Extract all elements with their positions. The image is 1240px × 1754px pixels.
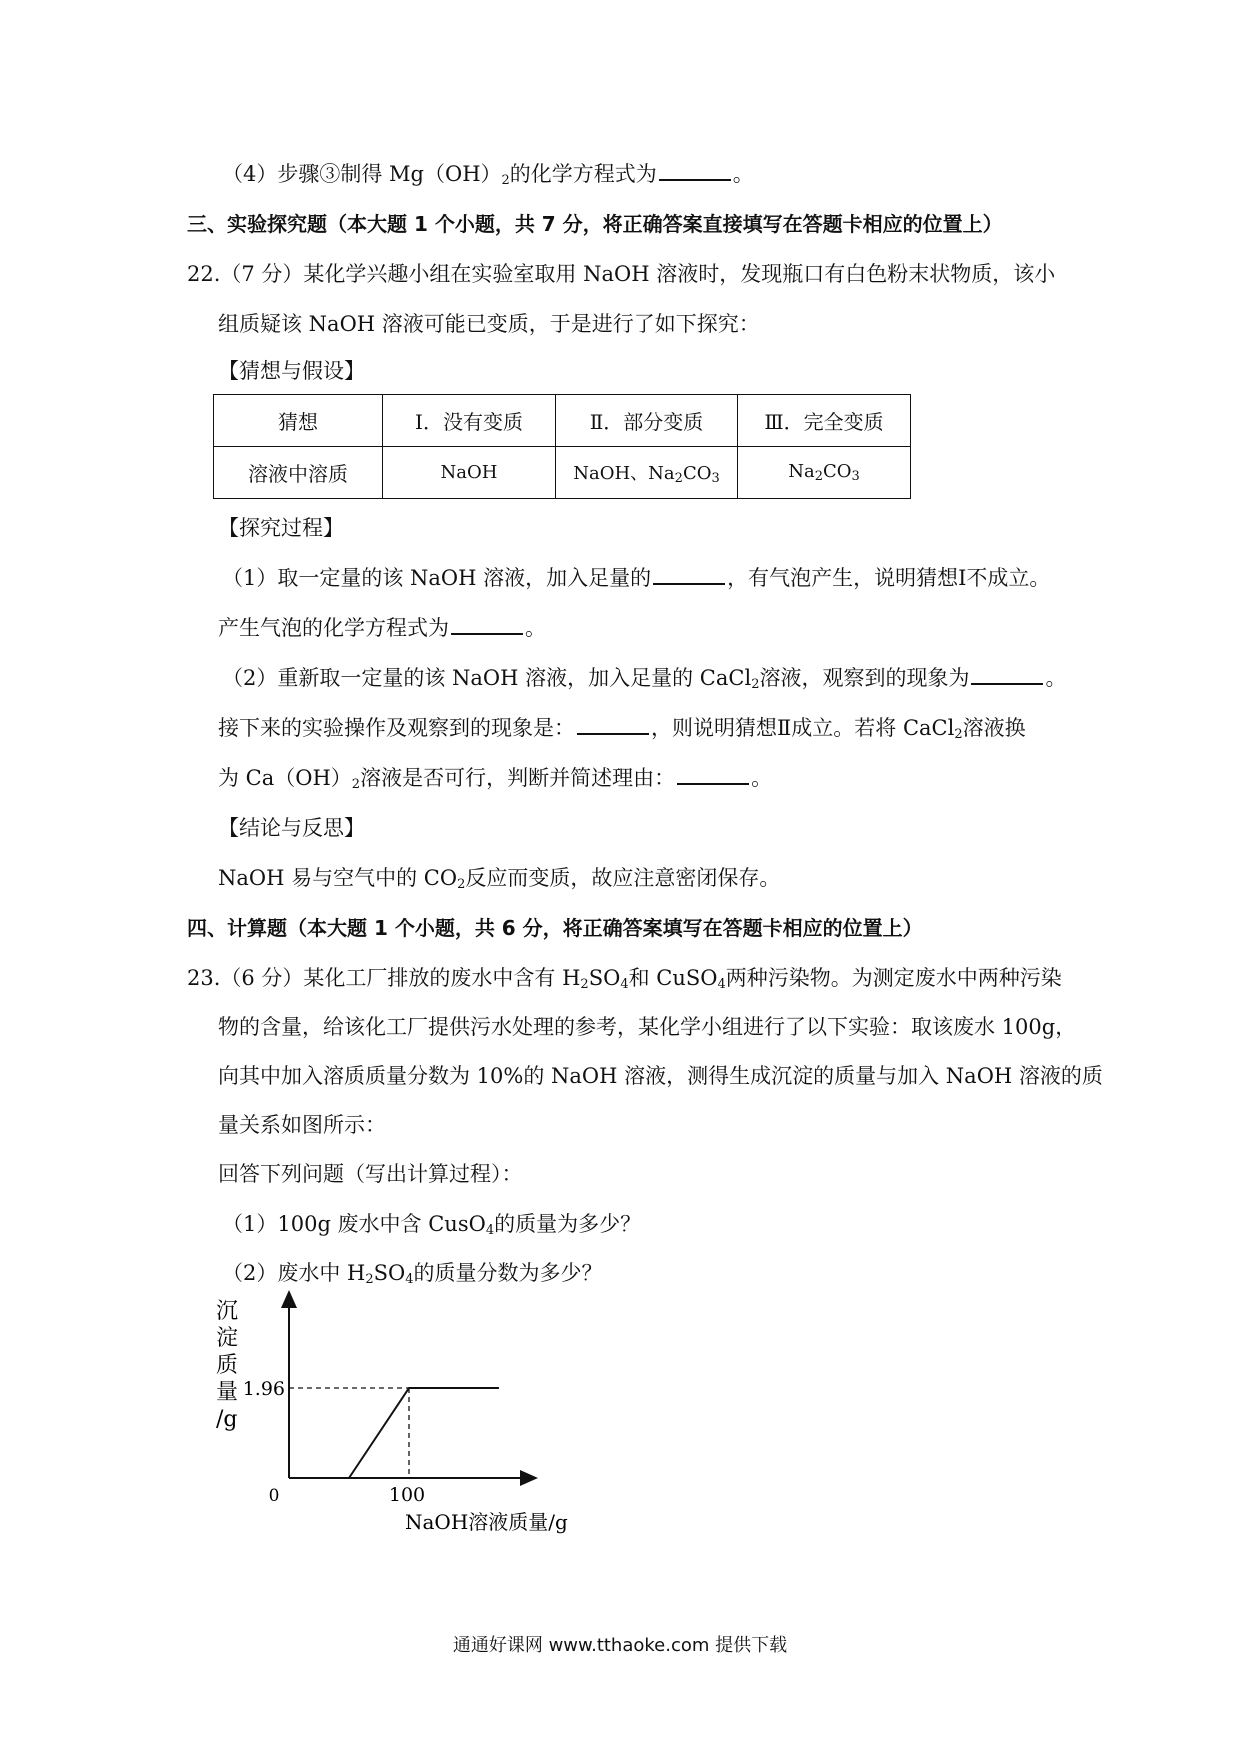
x-axis-label: NaOH溶液质量/g (405, 1510, 568, 1534)
subscript-4: 4 (620, 977, 629, 992)
hypothesis-heading: 【猜想与假设】 (218, 359, 365, 383)
origin-label: 0 (268, 1486, 280, 1506)
table-row (214, 395, 911, 447)
y-axis-label (216, 1299, 238, 1432)
q23-line1: 23.（6 分）某化工厂排放的废水中含有 $H_2SO_4$和 CuSO$_4$两种污染物。为测定废水中两种污染 (187, 966, 1062, 992)
y-axis-label-char: 淀 (216, 1326, 239, 1351)
answer-blank[interactable] (653, 565, 725, 585)
table-cell: Ⅱ．部分变质 (556, 395, 738, 447)
series-line (349, 1388, 499, 1478)
answer-blank[interactable] (659, 161, 731, 181)
q21-part4: （4）步骤③制得 $Mg(OH)_2$的化学方程式为 。 (222, 162, 754, 188)
q22-step1-equation: 产生气泡的化学方程式为 。 (218, 616, 546, 640)
answer-blank[interactable] (577, 715, 649, 735)
y-tick-label: 1.96 (242, 1378, 285, 1400)
table-cell: NaOH、$Na_2CO_3$ (556, 447, 738, 499)
table-cell: Ⅲ．完全变质 (738, 395, 911, 447)
q22-intro-line2: 组质疑该 NaOH 溶液可能已变质，于是进行了如下探究： (218, 312, 760, 336)
answer-blank[interactable] (451, 615, 523, 635)
conclusion-heading: 【结论与反思】 (218, 816, 365, 840)
table-cell: $Na_2CO_3$ (738, 447, 911, 499)
table-cell: 猜想 (214, 395, 383, 447)
q22-intro-line1: 22.（7 分）某化学兴趣小组在实验室取用 NaOH 溶液时，发现瓶口有白色粉末状物质，该小 (187, 262, 1056, 286)
section3-heading: 三、实验探究题（本大题 1 个小题，共 7 分，将正确答案直接填写在答题卡相应的位置上） (187, 212, 1003, 236)
q23-line3: 向其中加入溶质质量分数为 10%的 NaOH 溶液，测得生成沉淀的质量与加入 NaOH 溶液的质 (218, 1064, 1103, 1088)
y-axis-label-char: 量 (216, 1380, 239, 1405)
q22-step2-line2: 接下来的实验操作及观察到的现象是： ，则说明猜想Ⅱ成立。若将 CaCl$_2$溶液换 (218, 716, 1026, 742)
conclusion-text: NaOH 易与空气中的 $CO_2$反应而变质，故应注意密闭保存。 (218, 866, 781, 892)
q23-question1: （1）100g 废水中含 CusO$_4$的质量为多少？ (222, 1212, 642, 1238)
q23-question2: （2）废水中 $H_2SO_4$的质量分数为多少？ (222, 1261, 603, 1287)
footer-source: 通通好课网 www.tthaoke.com 提供下载 (452, 1635, 788, 1656)
process-heading: 【探究过程】 (218, 516, 344, 540)
table-cell: NaOH (383, 447, 556, 499)
x-tick-label: 100 (388, 1484, 426, 1506)
table-cell: 溶液中溶质 (214, 447, 383, 499)
y-axis-label-char: /g (216, 1407, 238, 1432)
q22-step1: （1）取一定量的该 NaOH 溶液，加入足量的 ，有气泡产生，说明猜想Ⅰ不成立。 (222, 566, 1051, 590)
q22-step2: （2）重新取一定量的该 NaOH 溶液，加入足量的 CaCl$_2$溶液，观察到的现象为 。 (222, 666, 1067, 692)
y-axis-label-char: 质 (216, 1353, 239, 1378)
q23-line2: 物的含量，给该化工厂提供污水处理的参考，某化学小组进行了以下实验：取该废水 100g， (218, 1015, 1077, 1039)
q23-line4: 量关系如图所示： (218, 1113, 386, 1137)
answer-blank[interactable] (677, 765, 749, 785)
table-cell: Ⅰ．没有变质 (383, 395, 556, 447)
q23-line5: 回答下列问题（写出计算过程）： (218, 1162, 523, 1186)
hypothesis-table (213, 394, 911, 499)
y-axis-label-char: 沉 (216, 1299, 239, 1324)
table-row (214, 447, 911, 499)
answer-blank[interactable] (971, 665, 1043, 685)
q22-step2-line3: 为 $Ca(OH)_2$溶液是否可行，判断并简述理由： 。 (218, 766, 773, 792)
precipitate-chart (210, 1290, 610, 1540)
section4-heading: 四、计算题（本大题 1 个小题，共 6 分，将正确答案填写在答题卡相应的位置上） (187, 916, 923, 940)
